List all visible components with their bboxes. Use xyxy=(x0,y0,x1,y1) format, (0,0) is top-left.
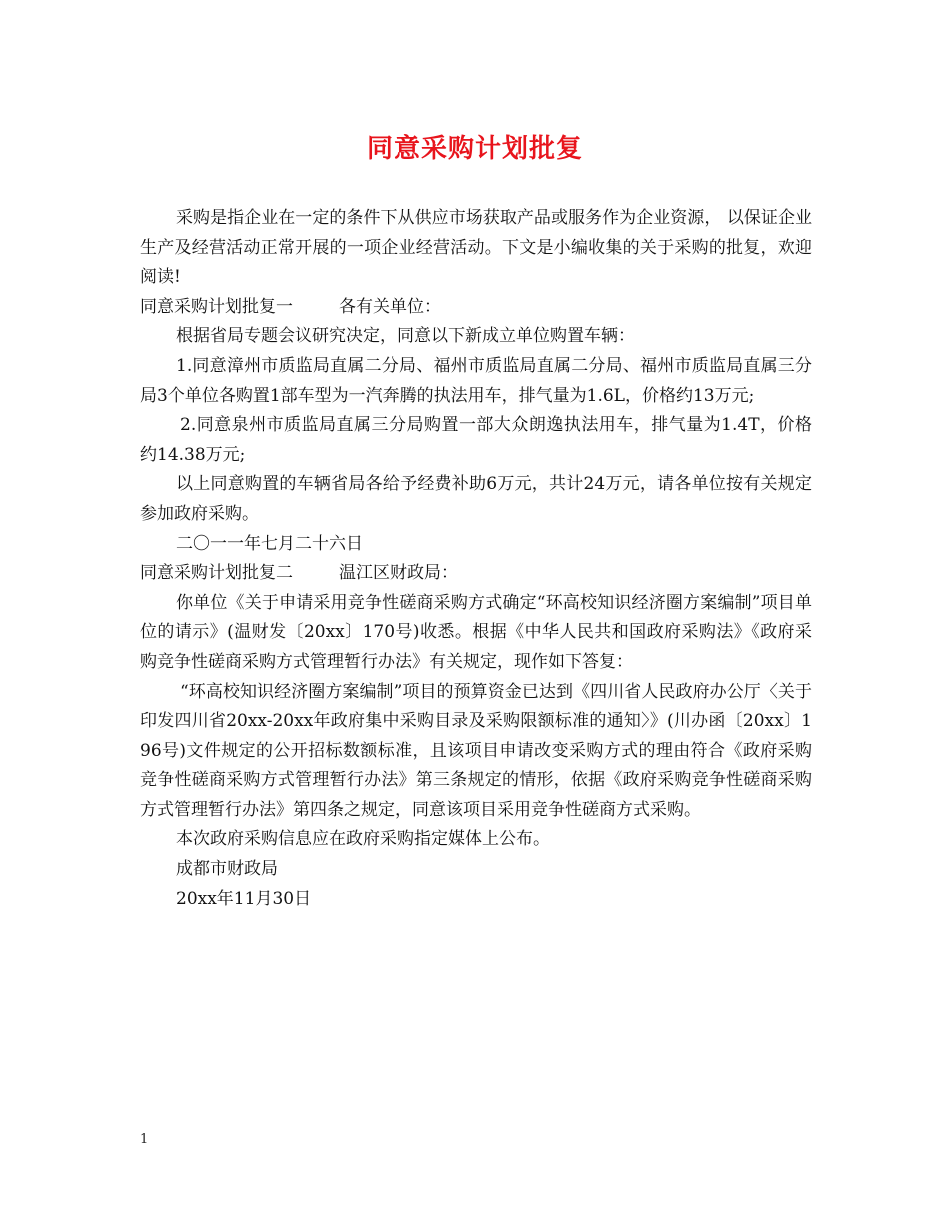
reply2-date: 20xx年11月30日 xyxy=(176,888,312,909)
document-body xyxy=(140,204,812,914)
reply2-paragraph-2: “环高校知识经济圈方案编制”项目的预算资金已达到《四川省人民政府办公厅〈关于印发四川省20xx-20xx年政府集中采购目录及采购限额标准的通知〉》(川办函〔20xx〕196号)文件规定的公开招标数额标准，且该项目申请改变采购方式的理由符合《政府采购竞争性磋商采购方式管理暂行办法》第三条规定的情形，依据《政府采购竞争性磋商采购方式管理暂行办法》第四条之规定，同意该项目采用竞争性磋商方式采购。 xyxy=(140,681,812,820)
reply1-paragraph-4: 以上同意购置的车辆省局各给予经费补助6万元，共计24万元，请各单位按有关规定参加政府采购。 xyxy=(140,474,812,524)
reply2-heading-line xyxy=(140,559,812,589)
reply2-signature: 成都市财政局 xyxy=(176,859,278,880)
reply2-paragraph-1: 你单位《关于申请采用竞争性磋商采购方式确定“环高校知识经济圈方案编制”项目单位的请示》(温财发〔20xx〕170号)收悉。根据《中华人民共和国政府采购法》《政府采购竞争性磋商采购方式管理暂行办法》有关规定，现作如下答复： xyxy=(140,592,812,672)
reply2-addressee: 温江区财政局： xyxy=(339,563,458,584)
reply1-heading: 同意采购计划批复一 xyxy=(140,296,293,317)
reply1-date: 二〇一一年七月二十六日 xyxy=(176,533,363,554)
reply1-paragraph-1: 根据省局专题会议研究决定，同意以下新成立单位购置车辆： xyxy=(176,326,635,347)
page-number: 1 xyxy=(140,1132,149,1147)
intro-paragraph: 采购是指企业在一定的条件下从供应市场获取产品或服务作为企业资源， 以保证企业生产及经营活动正常开展的一项企业经营活动。下文是小编收集的关于采购的批复，欢迎阅读! xyxy=(140,208,812,288)
reply1-paragraph-3: 2.同意泉州市质监局直属三分局购置一部大众朗逸执法用车，排气量为1.4T，价格约14.38万元; xyxy=(140,415,812,465)
reply2-heading: 同意采购计划批复二 xyxy=(140,563,293,584)
reply1-paragraph-2: 1.同意漳州市质监局直属二分局、福州市质监局直属二分局、福州市质监局直属三分局3个单位各购置1部车型为一汽奔腾的执法用车，排气量为1.6L，价格约13万元; xyxy=(140,355,812,406)
reply1-heading-line xyxy=(140,293,812,323)
reply2-paragraph-3: 本次政府采购信息应在政府采购指定媒体上公布。 xyxy=(176,829,550,850)
reply1-addressee: 各有关单位： xyxy=(339,296,441,317)
document-title: 同意采购计划批复 xyxy=(366,134,583,164)
